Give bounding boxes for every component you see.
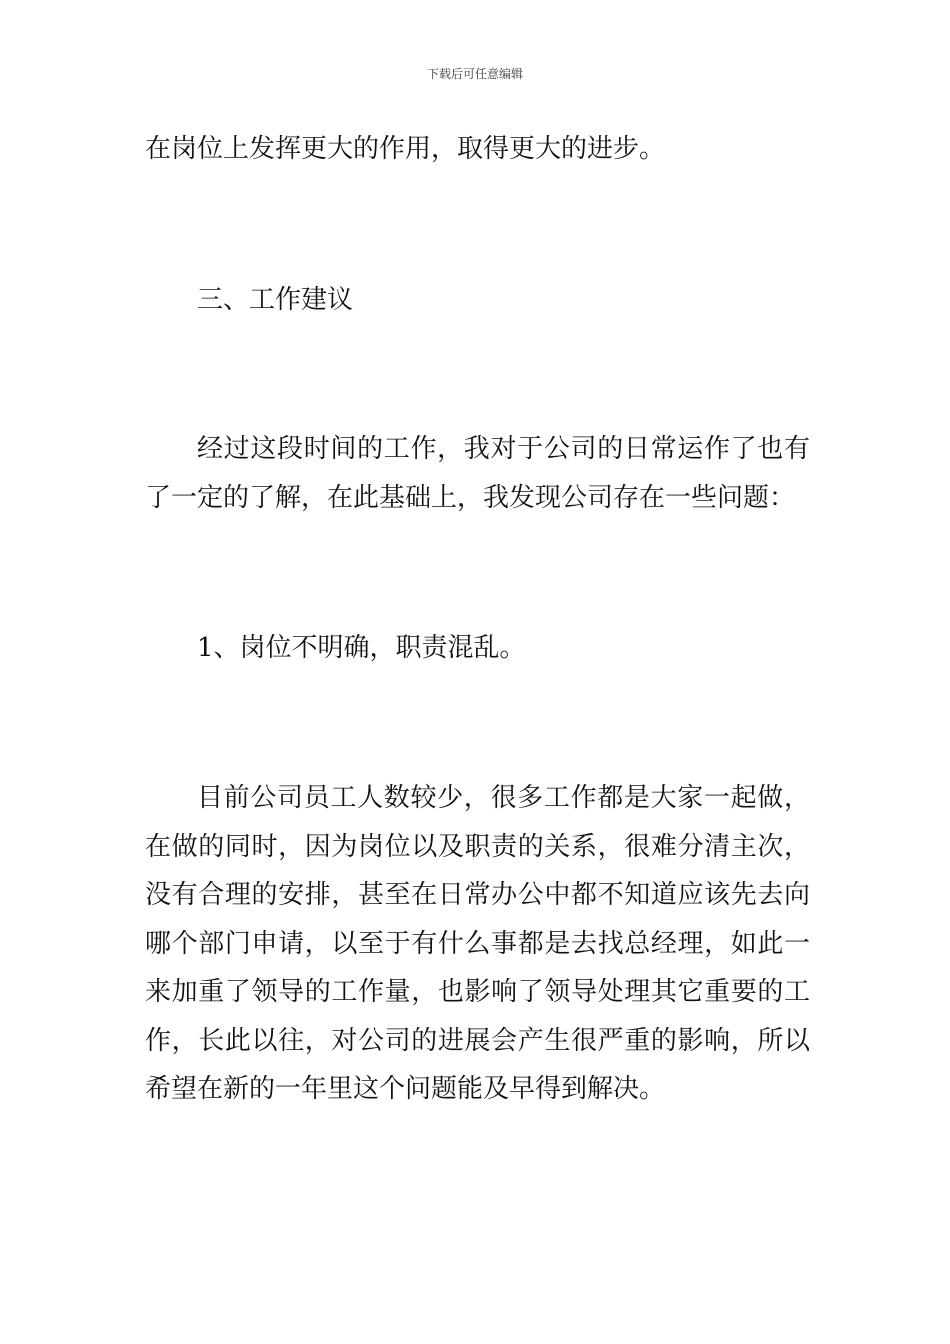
paragraph-continuation: 在岗位上发挥更大的作用，取得更大的进步。: [145, 134, 666, 164]
paragraph-intro: 经过这段时间的工作，我对于公司的日常运作了也有了一定的了解，在此基础上，我发现公司存在一些问题：: [145, 434, 810, 513]
paragraph-body: 目前公司员工人数较少，很多工作都是大家一起做，在做的同时，因为岗位以及职责的关系，很难分清主次，没有合理的安排，甚至在日常办公中都不知道应该先去向哪个部门申请，以至于有什么事都是去找总经理，如此一来加重了领导的工作量，也影响了领导处理其它重要的工作，长此以往，对公司的进展会产生很严重的影响，所以希望在新的一年里这个问题能及早得到解决。: [145, 783, 810, 1104]
section-heading: 三、工作建议: [197, 285, 354, 315]
subsection-heading: 1、岗位不明确，职责混乱。: [197, 633, 526, 663]
header-note: 下载后可任意编辑: [426, 67, 523, 81]
